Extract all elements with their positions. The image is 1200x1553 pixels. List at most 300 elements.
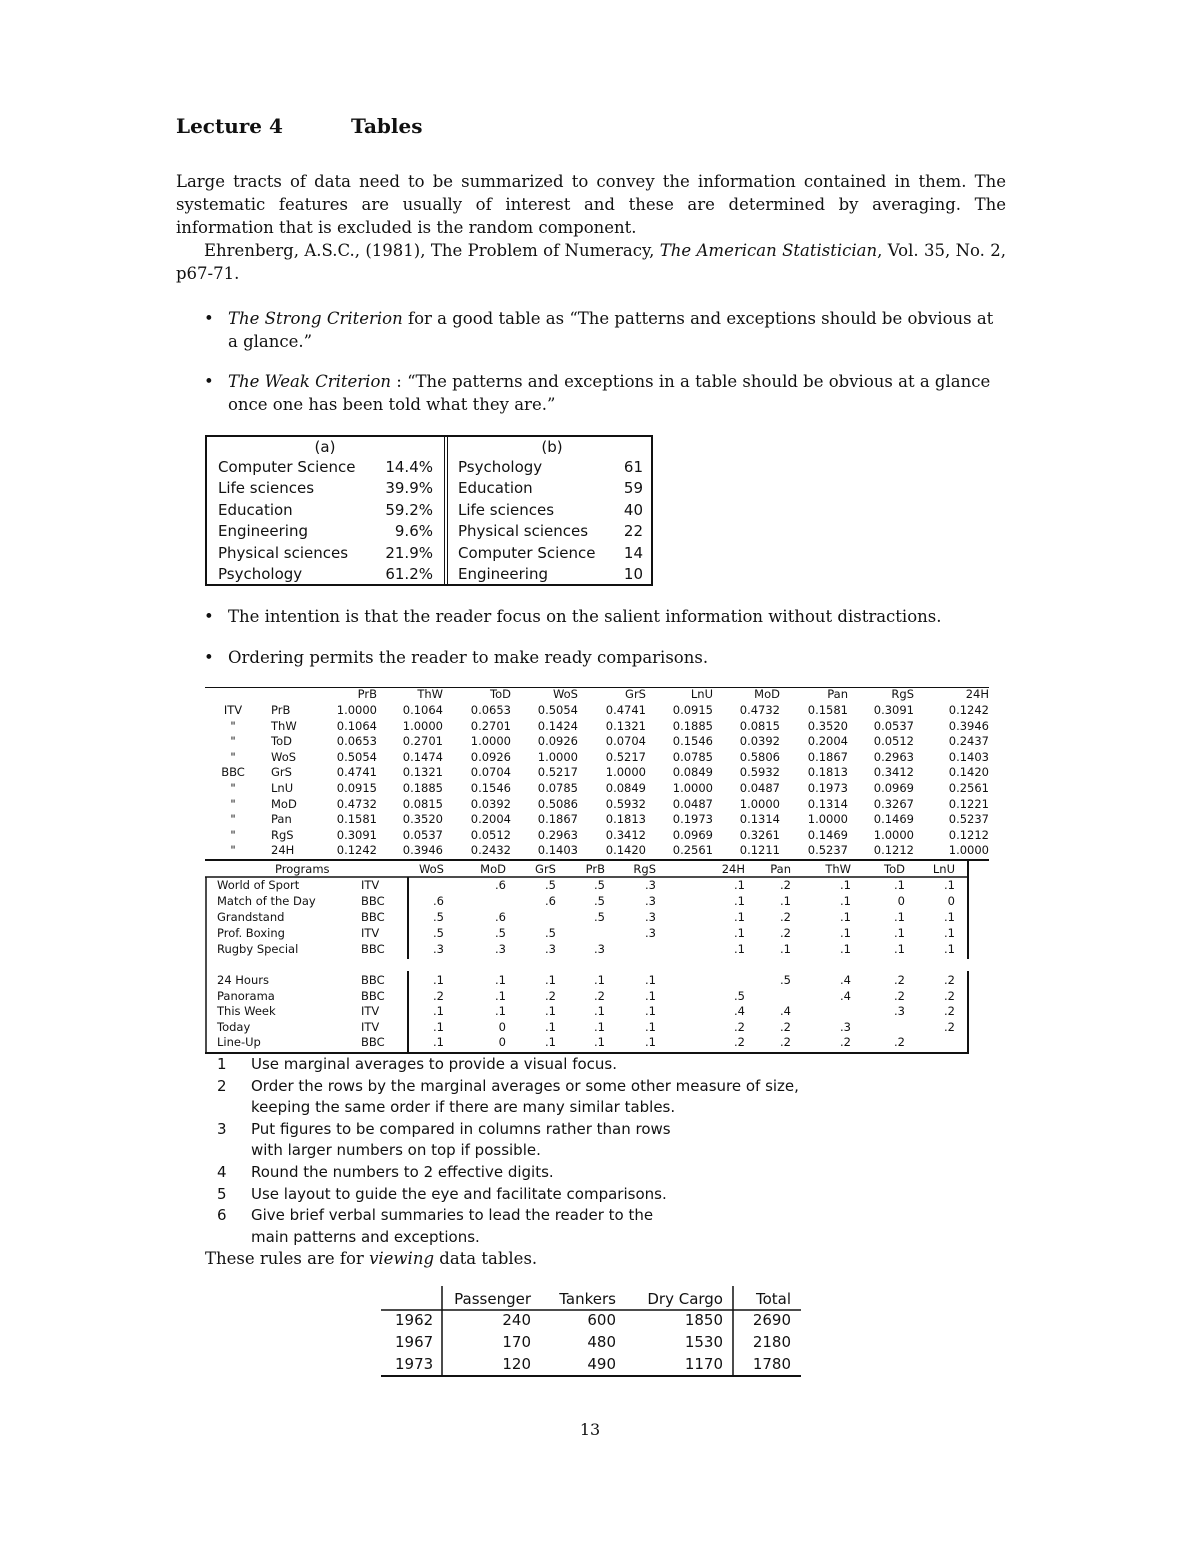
rule-text-line: Order the rows by the marginal averages or some other measure of size, — [251, 1076, 799, 1095]
corr-value: 0.1469 — [873, 812, 914, 827]
programs-value: .1 — [645, 1004, 656, 1018]
programs-value: .2 — [780, 910, 791, 924]
corr-value: 0.1546 — [672, 734, 713, 749]
programs-column-header: MoD — [480, 862, 506, 876]
programs-value: .2 — [780, 1035, 791, 1049]
programs-value: .1 — [645, 1020, 656, 1034]
corr-row-code: RgS — [271, 827, 294, 842]
corr-value: 0.1242 — [948, 703, 989, 717]
bullet-text: Ordering permits the reader to make ready comparisons. — [228, 648, 709, 667]
programs-column-header: Pan — [770, 862, 791, 876]
bullet-ordering — [204, 646, 1006, 669]
programs-value: .2 — [545, 989, 556, 1003]
table-a-value: 61.2% — [385, 565, 433, 583]
rules-footer-before: These rules are for — [205, 1249, 370, 1268]
programs-value: .5 — [495, 926, 506, 940]
bullet-dot-icon: • — [204, 309, 214, 328]
corr-value: 0.1064 — [402, 703, 443, 717]
programs-value: .1 — [780, 942, 791, 956]
corr-value: 0.0969 — [672, 827, 713, 842]
table-a-value: 59.2% — [385, 500, 433, 519]
table-a-value: 21.9% — [385, 543, 433, 562]
rule-item — [217, 1162, 917, 1184]
corr-value: 0.1885 — [672, 718, 713, 733]
programs-value: .2 — [944, 989, 955, 1003]
corr-value: 0.2437 — [948, 734, 989, 749]
bullet-text: for a good table as “The patterns and exceptions should be obvious at a glance.” — [228, 309, 994, 351]
bullet-text: : “The patterns and exceptions in a table should be obvious at a glance once one has been told what they are.” — [228, 372, 991, 414]
rule-number: 2 — [217, 1076, 227, 1095]
table-a-label: Life sciences — [218, 479, 315, 498]
corr-row-channel: " — [230, 781, 236, 795]
table-b-label: Psychology — [458, 458, 543, 476]
corr-value: 0.1424 — [537, 718, 578, 733]
ships-value: 1530 — [684, 1333, 723, 1351]
programs-value: .5 — [433, 926, 444, 940]
corr-row-channel: " — [230, 827, 236, 842]
corr-value: 0.0926 — [470, 749, 511, 764]
corr-value: 0.0849 — [672, 765, 713, 780]
corr-row-code: GrS — [271, 765, 292, 780]
corr-value: 0.0785 — [537, 781, 578, 795]
programs-value: .2 — [894, 973, 905, 987]
corr-value: 0.0512 — [873, 734, 914, 749]
page-number: 13 — [579, 1420, 601, 1439]
programs-value: .1 — [433, 973, 444, 987]
corr-row-code: 24H — [271, 843, 295, 858]
corr-row-code: WoS — [271, 749, 297, 764]
rule-number: 5 — [217, 1184, 227, 1203]
programs-column-header: RgS — [633, 862, 656, 876]
table-a-value: 39.9% — [385, 479, 433, 498]
corr-value: 0.0704 — [470, 765, 511, 780]
corr-value: 0.2963 — [537, 827, 578, 842]
programs-row-channel: BBC — [361, 989, 385, 1003]
table-b-value: 59 — [623, 479, 643, 498]
programs-value: .1 — [594, 1020, 605, 1034]
corr-value: 0.1581 — [336, 812, 377, 827]
programs-value: .2 — [840, 1035, 851, 1049]
programs-value: .6 — [433, 894, 444, 908]
corr-value: 0.1973 — [807, 781, 848, 795]
corr-value: 1.0000 — [739, 796, 780, 811]
corr-row-channel: " — [230, 734, 236, 749]
ships-value: 1780 — [752, 1355, 791, 1373]
programs-value: .1 — [944, 926, 955, 940]
corr-value: 0.0915 — [672, 703, 713, 717]
programs-value: .2 — [734, 1020, 745, 1034]
corr-column-header: WoS — [552, 687, 578, 701]
corr-value: 0.0815 — [402, 796, 443, 811]
programs-table — [205, 859, 989, 1054]
bullet-emphasis: The Weak Criterion — [228, 372, 392, 391]
corr-row-channel: BBC — [221, 765, 245, 780]
corr-value: 1.0000 — [605, 765, 646, 780]
rule-text-line: Round the numbers to 2 effective digits. — [251, 1162, 554, 1181]
programs-row-name: Line-Up — [217, 1035, 261, 1049]
table-b-value: 22 — [623, 522, 643, 541]
programs-value: .5 — [433, 910, 444, 924]
programs-row-name: 24 Hours — [217, 973, 269, 987]
programs-value: .5 — [545, 926, 556, 940]
programs-value: .1 — [734, 926, 745, 940]
ships-column-header: Passenger — [454, 1290, 531, 1308]
corr-value: 0.4732 — [336, 796, 377, 811]
corr-value: 0.5217 — [605, 749, 646, 764]
programs-column-header: ThW — [825, 862, 851, 876]
comparison-table-ab — [205, 435, 653, 586]
programs-value: 0 — [498, 1035, 506, 1049]
programs-row-channel: ITV — [361, 1004, 380, 1018]
programs-column-header: 24H — [721, 862, 745, 876]
programs-value: .1 — [840, 926, 851, 940]
corr-value: 0.1403 — [948, 749, 989, 764]
programs-row-name: Rugby Special — [217, 942, 299, 956]
bullet-dot-icon: • — [204, 607, 214, 626]
table-a-label: Computer Science — [218, 458, 356, 476]
corr-value: 0.3946 — [402, 843, 443, 858]
ships-value: 490 — [587, 1355, 616, 1373]
programs-value: .1 — [495, 973, 506, 987]
programs-value: .1 — [433, 1035, 444, 1049]
corr-value: 0.3267 — [873, 796, 914, 811]
rule-text-line: Use layout to guide the eye and facilitate comparisons. — [251, 1184, 667, 1203]
table-b-label: Physical sciences — [458, 522, 589, 541]
corr-value: 0.0487 — [739, 781, 780, 795]
corr-column-header: MoD — [754, 687, 780, 701]
programs-row-name: Today — [217, 1020, 251, 1034]
rule-number: 1 — [217, 1055, 227, 1073]
lecture-heading — [176, 114, 423, 138]
table-b-label: Education — [458, 479, 533, 498]
table-a-label: Engineering — [218, 522, 308, 541]
corr-column-header: ToD — [490, 687, 511, 701]
corr-value: 0.1221 — [948, 796, 989, 811]
programs-value: .4 — [780, 1004, 791, 1018]
programs-column-header: PrB — [585, 862, 605, 876]
bullet-dot-icon: • — [204, 648, 214, 667]
corr-value: 1.0000 — [537, 749, 578, 764]
corr-value: 1.0000 — [470, 734, 511, 749]
programs-value: .5 — [594, 910, 605, 924]
programs-value: .1 — [944, 878, 955, 892]
rule-number: 6 — [217, 1206, 227, 1225]
programs-row-channel: BBC — [361, 942, 385, 956]
intro-paragraph: Large tracts of data need to be summarized to convey the information contained in them. The systematic features are usually of interest and these are determined by averaging. The information that is excluded is the random component. — [176, 172, 1006, 237]
rules-footer-emphasis: viewing — [369, 1249, 435, 1268]
corr-value: 0.1211 — [739, 843, 780, 858]
programs-row-channel: BBC — [361, 1035, 385, 1049]
corr-value: 0.3091 — [873, 703, 914, 717]
corr-value: 0.1212 — [948, 827, 989, 842]
ships-value: 1170 — [684, 1355, 723, 1373]
programs-value: .5 — [594, 894, 605, 908]
programs-value: .1 — [944, 942, 955, 956]
corr-value: 0.1973 — [672, 812, 713, 827]
corr-value: 0.1885 — [402, 781, 443, 795]
programs-value: .1 — [944, 910, 955, 924]
corr-value: 0.5054 — [336, 749, 377, 764]
ships-table — [381, 1286, 801, 1378]
rule-text-line: Put figures to be compared in columns rather than rows — [251, 1119, 671, 1138]
programs-value: .3 — [594, 942, 605, 956]
corr-value: 0.2701 — [470, 718, 511, 733]
ships-column-header: Tankers — [559, 1290, 616, 1308]
corr-value: 0.4741 — [605, 703, 646, 717]
corr-row-code: ThW — [271, 718, 297, 733]
table-a-header: (a) — [314, 438, 336, 456]
table-a-label: Physical sciences — [218, 543, 349, 562]
corr-value: 0.1867 — [537, 812, 578, 827]
programs-column-header: ToD — [884, 862, 905, 876]
rule-number: 3 — [217, 1119, 227, 1138]
corr-value: 0.1581 — [807, 703, 848, 717]
corr-row-code: ToD — [271, 734, 292, 749]
programs-value: .1 — [645, 973, 656, 987]
corr-value: 0.2004 — [470, 812, 511, 827]
corr-value: 0.0849 — [605, 781, 646, 795]
programs-value: .1 — [734, 910, 745, 924]
corr-value: 1.0000 — [948, 843, 989, 858]
table-a-label: Education — [218, 500, 293, 519]
rule-item — [217, 1184, 917, 1206]
corr-column-header: PrB — [357, 687, 377, 701]
corr-value: 0.3091 — [336, 827, 377, 842]
table-rules-list — [217, 1054, 917, 1248]
corr-row-code: LnU — [271, 781, 294, 795]
programs-value: .3 — [645, 910, 656, 924]
programs-value: .2 — [780, 926, 791, 940]
corr-value: 0.1474 — [402, 749, 443, 764]
ships-row-year: 1973 — [395, 1355, 434, 1373]
corr-value: 0.0537 — [402, 827, 443, 842]
corr-column-header: RgS — [891, 687, 914, 701]
programs-value: .1 — [894, 926, 905, 940]
programs-value: .1 — [645, 1035, 656, 1049]
corr-value: 0.1403 — [537, 843, 578, 858]
programs-value: .2 — [594, 989, 605, 1003]
programs-row-channel: ITV — [361, 878, 380, 892]
corr-row-channel: " — [230, 843, 236, 858]
corr-value: 0.0487 — [672, 796, 713, 811]
corr-value: 1.0000 — [873, 827, 914, 842]
corr-value: 0.0815 — [739, 718, 780, 733]
corr-value: 0.2004 — [807, 734, 848, 749]
programs-value: .1 — [545, 1020, 556, 1034]
corr-value: 0.1064 — [336, 718, 377, 733]
programs-value: .3 — [645, 926, 656, 940]
programs-row-channel: ITV — [361, 1020, 380, 1034]
corr-value: 0.1546 — [470, 781, 511, 795]
table-a-value: 14.4% — [385, 458, 433, 476]
lecture-title: Tables — [351, 114, 423, 138]
table-b-label: Life sciences — [458, 500, 555, 519]
correlation-matrix-table — [205, 687, 989, 859]
programs-row-name: Match of the Day — [217, 894, 316, 908]
corr-row-channel: " — [230, 812, 236, 827]
rule-item — [217, 1076, 917, 1119]
corr-column-header: LnU — [690, 687, 713, 701]
programs-value: .6 — [495, 878, 506, 892]
corr-value: 0.3520 — [807, 718, 848, 733]
corr-value: 0.2701 — [402, 734, 443, 749]
programs-value: .2 — [944, 973, 955, 987]
table-b-value: 61 — [623, 458, 643, 476]
programs-value: .2 — [944, 1004, 955, 1018]
programs-value: .3 — [645, 894, 656, 908]
programs-row-name: Grandstand — [217, 910, 285, 924]
citation-suffix: , Vol. 35, No. 2, p67-71. — [176, 241, 1007, 283]
programs-value: .1 — [840, 910, 851, 924]
programs-value: 0 — [498, 1020, 506, 1034]
programs-value: 0 — [897, 894, 905, 908]
programs-value: .2 — [894, 989, 905, 1003]
programs-value: .1 — [894, 942, 905, 956]
corr-value: 1.0000 — [402, 718, 443, 733]
ships-row-year: 1967 — [395, 1333, 434, 1351]
programs-value: .1 — [545, 1035, 556, 1049]
corr-value: 0.0926 — [537, 734, 578, 749]
corr-value: 0.1813 — [807, 765, 848, 780]
table-b-value: 10 — [623, 565, 643, 583]
rule-text-line: main patterns and exceptions. — [251, 1227, 480, 1246]
corr-value: 0.1242 — [336, 843, 377, 858]
corr-value: 0.0653 — [336, 734, 377, 749]
corr-value: 0.1867 — [807, 749, 848, 764]
programs-value: .6 — [545, 894, 556, 908]
programs-value: .1 — [645, 989, 656, 1003]
corr-value: 0.1321 — [402, 765, 443, 780]
corr-value: 0.2561 — [948, 781, 989, 795]
bullet-weak-criterion — [204, 370, 1006, 416]
corr-value: 0.3261 — [739, 827, 780, 842]
table-a-value: 9.6% — [394, 522, 433, 541]
corr-value: 0.2963 — [873, 749, 914, 764]
corr-value: 0.5217 — [537, 765, 578, 780]
table-b-value: 40 — [623, 500, 643, 519]
programs-value: .5 — [780, 973, 791, 987]
programs-value: .1 — [894, 910, 905, 924]
corr-row-code: MoD — [271, 796, 297, 811]
programs-column-header: LnU — [932, 862, 955, 876]
programs-value: .2 — [780, 1020, 791, 1034]
programs-value: .2 — [894, 1035, 905, 1049]
citation-prefix: Ehrenberg, A.S.C., (1981), The Problem of Numeracy, — [204, 241, 660, 260]
corr-value: 0.1314 — [807, 796, 848, 811]
programs-value: .1 — [840, 894, 851, 908]
programs-row-name: Prof. Boxing — [217, 926, 285, 940]
rule-text-line: Use marginal averages to provide a visual focus. — [251, 1055, 617, 1073]
corr-value: 0.0537 — [873, 718, 914, 733]
corr-value: 1.0000 — [336, 703, 377, 717]
table-b-header: (b) — [541, 438, 563, 456]
programs-value: .6 — [495, 910, 506, 924]
programs-value: .3 — [894, 1004, 905, 1018]
programs-value: .1 — [495, 1004, 506, 1018]
programs-column-header: GrS — [535, 862, 556, 876]
ships-column-header: Total — [755, 1290, 791, 1308]
corr-value: 1.0000 — [672, 781, 713, 795]
corr-column-header: Pan — [827, 687, 848, 701]
citation-paragraph — [176, 239, 1006, 285]
corr-value: 0.5237 — [948, 812, 989, 827]
programs-value: .1 — [495, 989, 506, 1003]
table-double-divider — [444, 437, 448, 584]
programs-row-channel: ITV — [361, 926, 380, 940]
corr-column-header: 24H — [965, 687, 989, 701]
programs-value: .2 — [734, 1035, 745, 1049]
programs-value: .3 — [545, 942, 556, 956]
rule-item — [217, 1054, 917, 1076]
rule-text-line: keeping the same order if there are many similar tables. — [251, 1098, 676, 1117]
ships-value: 600 — [587, 1311, 616, 1329]
programs-row-channel: BBC — [361, 910, 385, 924]
programs-value: .1 — [433, 1004, 444, 1018]
ships-value: 2690 — [752, 1311, 791, 1329]
programs-header-label: Programs — [275, 862, 330, 876]
programs-value: .1 — [545, 1004, 556, 1018]
rule-text-line: Give brief verbal summaries to lead the reader to the — [251, 1206, 654, 1225]
corr-value: 0.0653 — [470, 703, 511, 717]
programs-value: .3 — [495, 942, 506, 956]
table-a-label: Psychology — [218, 565, 303, 583]
programs-value: .1 — [545, 973, 556, 987]
corr-value: 0.1469 — [807, 827, 848, 842]
corr-value: 0.2561 — [672, 843, 713, 858]
rule-text-line: with larger numbers on top if possible. — [251, 1141, 541, 1160]
corr-row-channel: " — [230, 718, 236, 733]
programs-value: .3 — [840, 1020, 851, 1034]
programs-value: 0 — [947, 894, 955, 908]
corr-value: 0.0512 — [470, 827, 511, 842]
bullet-intention — [204, 605, 1006, 628]
corr-value: 0.0785 — [672, 749, 713, 764]
programs-column-header: WoS — [418, 862, 444, 876]
table-b-value: 14 — [623, 543, 643, 562]
bullet-emphasis: The Strong Criterion — [228, 309, 403, 328]
corr-value: 0.1321 — [605, 718, 646, 733]
programs-value: .3 — [645, 878, 656, 892]
ships-row-year: 1962 — [395, 1311, 434, 1329]
programs-value: .5 — [545, 878, 556, 892]
programs-value: .1 — [734, 942, 745, 956]
corr-value: 0.0969 — [873, 781, 914, 795]
programs-row-name: World of Sport — [217, 878, 300, 892]
programs-value: .5 — [734, 989, 745, 1003]
ships-value: 170 — [502, 1333, 531, 1351]
corr-value: 0.5054 — [537, 703, 578, 717]
ships-value: 240 — [502, 1311, 531, 1329]
ships-value: 1850 — [684, 1311, 723, 1329]
programs-row-channel: BBC — [361, 973, 385, 987]
corr-column-header: ThW — [417, 687, 443, 701]
programs-value: .1 — [594, 1035, 605, 1049]
corr-value: 0.1813 — [605, 812, 646, 827]
corr-row-code: Pan — [271, 812, 292, 827]
programs-value: .4 — [734, 1004, 745, 1018]
bullet-strong-criterion — [204, 307, 1006, 353]
corr-value: 0.5932 — [605, 796, 646, 811]
programs-value: .1 — [594, 1004, 605, 1018]
lecture-number: Lecture 4 — [176, 114, 283, 138]
programs-value: .4 — [840, 989, 851, 1003]
corr-value: 0.1420 — [948, 765, 989, 780]
corr-value: 0.3946 — [948, 718, 989, 733]
programs-value: .1 — [433, 1020, 444, 1034]
corr-value: 0.3520 — [402, 812, 443, 827]
corr-value: 0.1420 — [605, 843, 646, 858]
programs-row-name: This Week — [217, 1004, 276, 1018]
